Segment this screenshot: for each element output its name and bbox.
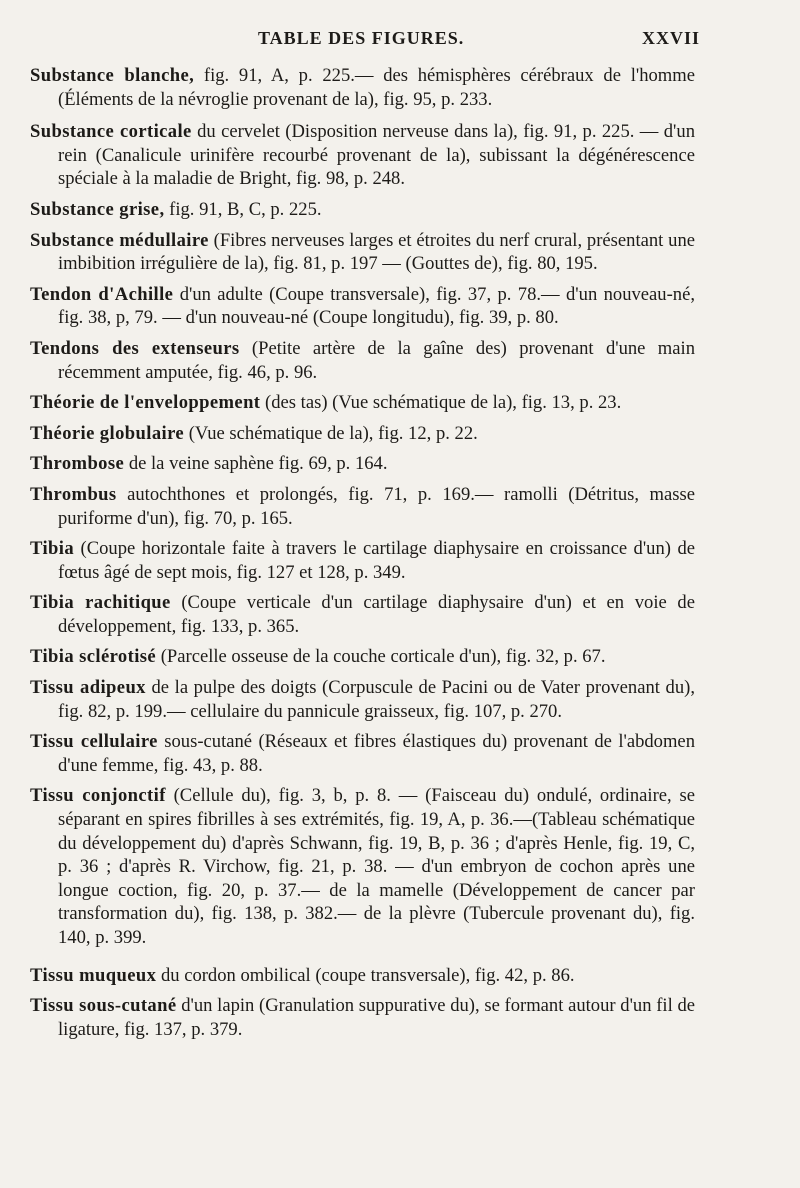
entry-headword: Tendon d'Achille	[30, 283, 174, 305]
entry-headword: Substance grise,	[30, 198, 165, 220]
entry-text: du cervelet (Disposition nerveuse dans la), fig. 91, p. 225. — d'un rein (Canalicule urinifère recourbé provenant de la), subissant la dégénérescence spéciale à la maladie de Bright, fig. 98, p. 248.	[58, 121, 695, 190]
index-entry	[30, 645, 695, 669]
entry-headword: Substance corticale	[30, 121, 192, 143]
entry-text: sous-cutané (Réseaux et fibres élastiques du) provenant de l'abdomen d'une femme, fig. 43, p. 88.	[58, 731, 695, 776]
index-entry	[30, 198, 695, 222]
index-entry	[30, 964, 695, 988]
entry-text: (Cellule du), fig. 3, b, p. 8. — (Faisceau du) ondulé, ordinaire, se séparant en spires fibrilles à ses extrémités, fig. 19, A, p. 36.—(Tableau schématique du développement du) d'après Schwann, fig. 19, B, p. 36 ; d'après Henle, fig. 19, C, p. 36 ; d'après R. Virchow, fig. 21, p. 38. — d'un embryon de cochon après une longue coction, fig. 20, p. 37.— de la mamelle (Développement de cancer par transformation du), fig. 138, p. 382.— de la plèvre (Tubercule provenant du), fig. 140, p. 399.	[58, 785, 695, 948]
index-entry	[30, 452, 695, 476]
entry-headword: Théorie globulaire	[30, 422, 185, 444]
entry-text: (Coupe verticale d'un cartilage diaphysaire d'un) et en voie de développement, fig. 133, p. 365.	[58, 592, 695, 637]
page-number: XXVII	[641, 28, 700, 48]
index-entry	[30, 422, 695, 446]
entry-text: d'un lapin (Granulation suppurative du), se formant autour d'un fil de ligature, fig. 137, p. 379.	[58, 995, 695, 1040]
entry-headword: Théorie de l'enveloppement	[30, 392, 261, 414]
entry-headword: Tissu cellulaire	[30, 731, 158, 753]
entry-text: (Parcelle osseuse de la couche corticale d'un), fig. 32, p. 67.	[156, 646, 606, 668]
entry-headword: Thrombus	[30, 483, 117, 505]
entry-headword: Substance médullaire	[30, 229, 209, 251]
entry-headword: Tibia sclérotisé	[30, 646, 157, 668]
entry-text: (Petite artère de la gaîne des) provenant d'une main récemment amputée, fig. 46, p. 96.	[58, 337, 695, 383]
entry-text: d'un adulte (Coupe transversale), fig. 37, p. 78.— d'un nouveau-né, fig. 38, p, 79. — d'un nouveau-né (Coupe longitudu), fig. 39, p. 80.	[58, 283, 695, 329]
index-entry	[30, 483, 695, 530]
entry-headword: Thrombose	[30, 453, 125, 475]
entry-text: fig. 91, B, C, p. 225.	[164, 198, 322, 220]
entry-headword: Tissu muqueux	[30, 964, 157, 986]
running-title: TABLE DES FIGURES.	[258, 28, 465, 48]
entry-text: fig. 91, A, p. 225.— des hémisphères cérébraux de l'homme (Éléments de la névroglie provenant de la), fig. 95, p. 233.	[58, 65, 695, 110]
index-entry	[30, 676, 695, 723]
index-entry	[30, 591, 695, 638]
index-entry	[30, 283, 695, 330]
entry-text: (Vue schématique de la), fig. 12, p. 22.	[184, 422, 478, 444]
entry-headword: Substance blanche,	[30, 65, 195, 86]
entry-headword: Tendons des extenseurs	[30, 337, 240, 359]
entry-text: (des tas) (Vue schématique de la), fig. 13, p. 23.	[260, 392, 622, 414]
index-entry	[30, 337, 695, 384]
entry-text: de la veine saphène fig. 69, p. 164.	[124, 453, 388, 475]
entry-text: du cordon ombilical (coupe transversale), fig. 42, p. 86.	[156, 964, 575, 986]
index-entry	[30, 120, 695, 191]
entry-headword: Tissu adipeux	[30, 677, 146, 699]
page-header	[40, 28, 700, 62]
index-entry	[30, 784, 695, 949]
entry-headword: Tissu conjonctif	[30, 785, 166, 807]
entry-text: de la pulpe des doigts (Corpuscule de Pacini ou de Vater provenant du), fig. 82, p. 199.— cellulaire du pannicule graisseux, fig. 107, p. 270.	[58, 677, 695, 722]
index-entry	[30, 391, 695, 415]
entry-text: (Coupe horizontale faite à travers le cartilage diaphysaire en croissance d'un) de fœtus âgé de sept mois, fig. 127 et 128, p. 349.	[58, 538, 695, 583]
entry-text: (Fibres nerveuses larges et étroites du nerf crural, présentant une imbibition irrégulière de la), fig. 81, p. 197 — (Gouttes de), fig. 80, 195.	[58, 229, 695, 275]
index-entry	[30, 730, 695, 777]
index-entry	[30, 64, 695, 111]
figure-index-list	[30, 64, 695, 1048]
entry-headword: Tibia	[30, 538, 75, 560]
entry-headword: Tibia rachitique	[30, 592, 171, 614]
entry-headword: Tissu sous-cutané	[30, 995, 177, 1017]
index-entry	[30, 537, 695, 584]
entry-text: autochthones et prolongés, fig. 71, p. 169.— ramolli (Détritus, masse puriforme d'un), fig. 70, p. 165.	[58, 483, 695, 529]
index-entry	[30, 229, 695, 276]
index-entry	[30, 994, 695, 1041]
